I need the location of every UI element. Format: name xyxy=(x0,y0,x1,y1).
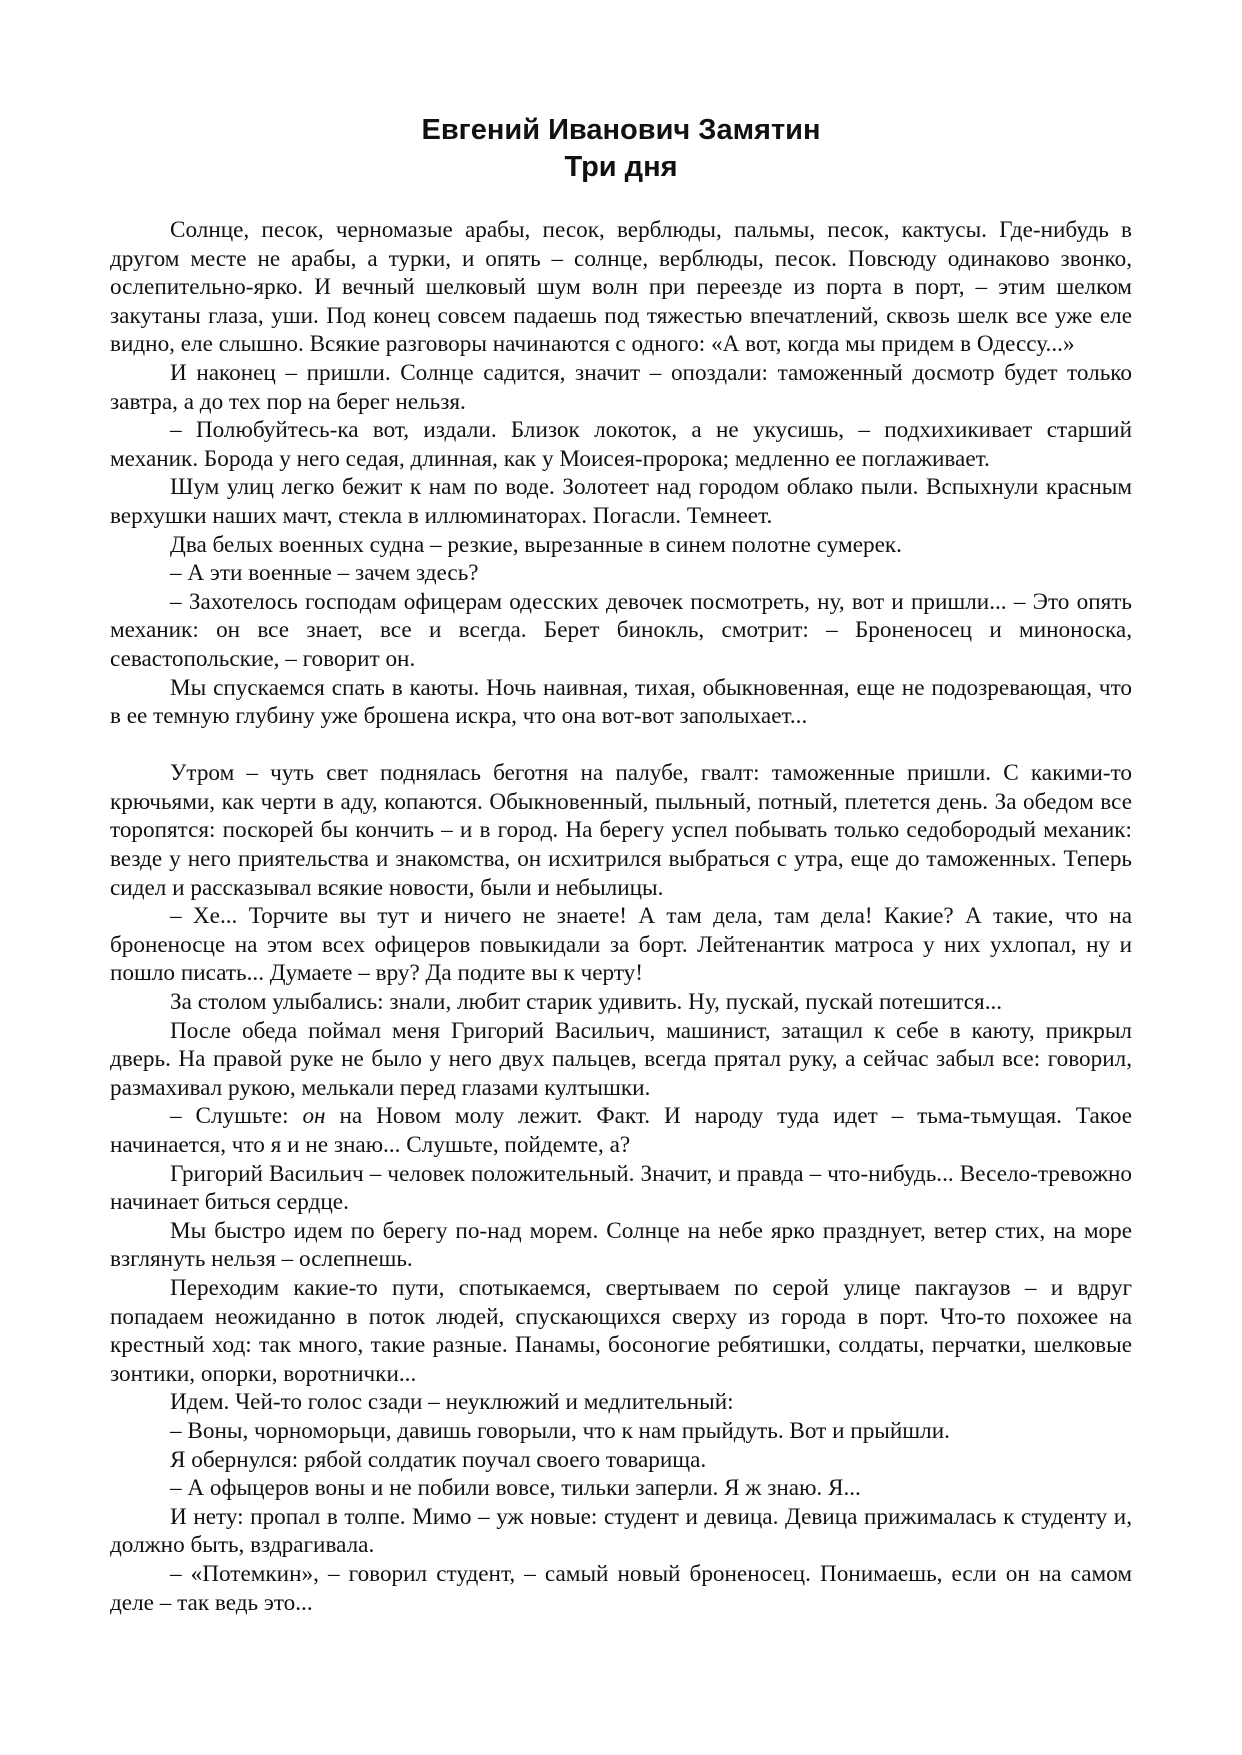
paragraph: Я обернулся: рябой солдатик поучал своего товарища. xyxy=(170,1446,707,1473)
title-block xyxy=(110,112,1132,186)
paragraph: Солнце, песок, черномазые арабы, песок, верблюды, пальмы, песок, кактусы. Где-нибудь в другом месте не арабы, а турки, и опять – солнце, верблюды, песок. Повсюду одинаково звонко, ослепительно-ярко. И вечный шелковый шум волн при переезде из порта в порт, – этим шелком закутаны глаза, уши. Под конец совсем падаешь под тяжестью впечатлений, сквозь шелк все уже еле видно, еле слышно. Всякие разговоры начинаются с одного: «А вот, когда мы придем в Одессу...» xyxy=(110,217,1132,358)
paragraph: Два белых военных судна – резкие, вырезанные в синем полотне сумерек. xyxy=(170,531,902,558)
paragraph: Мы спускаемся спать в каюты. Ночь наивная, тихая, обыкновенная, еще не подозревающая, что в ее темную глубину уже брошена искра, что она вот-вот заполыхает... xyxy=(110,674,1132,730)
paragraph: После обеда поймал меня Григорий Васильич, машинист, затащил к себе в каюту, прикрыл дверь. На правой руке не было у него двух пальцев, всегда прятал руку, а сейчас забыл все: говорил, размахивал рукою, мелькали перед глазами култышки. xyxy=(110,1017,1132,1101)
paragraph: – А эти военные – зачем здесь? xyxy=(170,560,479,587)
paragraph: Утром – чуть свет поднялась беготня на палубе, гвалт: таможенные пришли. С какими-то крючьями, как черти в аду, копаются. Обыкновенный, пыльный, потный, плетется день. За обедом все торопятся: поскорей бы кончить – и в город. На берегу успел побывать только седобородый механик: везде у него приятельства и знакомства, он исхитрился выбраться с утра, еще до таможенных. Теперь сидел и рассказывал всякие новости, были и небылицы. xyxy=(110,760,1132,901)
emphasis: он xyxy=(302,1103,326,1130)
story-text xyxy=(110,216,1132,1617)
paragraph: Григорий Васильич – человек положительный. Значит, и правда – что-нибудь... Весело-тревожно начинает биться сердце. xyxy=(110,1160,1132,1216)
paragraph-text: – Слушьте: xyxy=(170,1103,303,1130)
paragraph: Переходим какие-то пути, спотыкаемся, свертываем по серой улице пакгаузов – и вдруг попадаем неожиданно в поток людей, спускающихся сверху из города в порт. Что-то похожее на крестный ход: так много, такие разные. Панамы, босоногие ребятишки, солдаты, перчатки, шелковые зонтики, опорки, воротнички... xyxy=(110,1274,1132,1387)
paragraph: Шум улиц легко бежит к нам по воде. Золотеет над городом облако пыли. Вспыхнули красным верхушки наших мачт, стекла в иллюминаторах. Погасли. Темнеет. xyxy=(110,474,1132,529)
document-page xyxy=(110,112,1132,1617)
paragraph: Идем. Чей-то голос сзади – неуклюжий и медлительный: xyxy=(170,1389,734,1416)
story-title: Три дня xyxy=(564,151,678,183)
paragraph: – Полюбуйтесь-ка вот, издали. Близок локоток, а не укусишь, – подхихикивает старший механик. Борода у него седая, длинная, как у Моисея-пророка; медленно ее поглаживает. xyxy=(110,417,1132,472)
paragraph: – Захотелось господам офицерам одесских девочек посмотреть, ну, вот и пришли... – Это опять механик: он все знает, все и всегда. Берет бинокль, смотрит: – Броненосец и миноноска, севастопольские, – говорит он. xyxy=(110,588,1132,672)
paragraph: Мы быстро идем по берегу по-над морем. Солнце на небе ярко празднует, ветер стих, на море взглянуть нельзя – ослепнешь. xyxy=(110,1217,1132,1273)
paragraph-text: на Новом молу лежит. Факт. И народу туда идет – тьма-тьмущая. Такое начинается, что я и не знаю... Слушьте, пойдемте, а? xyxy=(110,1103,1132,1158)
paragraph: – Хе... Торчите вы тут и ничего не знаете! А там дела, там дела! Какие? А такие, что на броненосце на этом всех офицеров повыкидали за борт. Лейтенантик матроса у них ухлопал, ну и пошло писать... Думаете – вру? Да подите вы к черту! xyxy=(110,903,1132,987)
paragraph: И наконец – пришли. Солнце садится, значит – опоздали: таможенный досмотр будет только завтра, а до тех пор на берег нельзя. xyxy=(110,359,1132,415)
paragraph: – А офыцеров воны и не побили вовсе, тильки заперли. Я ж знаю. Я... xyxy=(170,1475,861,1502)
paragraph: За столом улыбались: знали, любит старик удивить. Ну, пускай, пускай потешится... xyxy=(170,989,1003,1016)
paragraph: – Воны, чорноморьци, давишь говорыли, что к нам прыйдуть. Вот и прыйшли. xyxy=(170,1417,950,1444)
paragraph: – «Потемкин», – говорил студент, – самый новый броненосец. Понимаешь, если он на самом деле – так ведь это... xyxy=(110,1560,1132,1616)
author-name: Евгений Иванович Замятин xyxy=(421,114,821,146)
paragraph xyxy=(110,1102,1132,1159)
paragraph: И нету: пропал в толпе. Мимо – уж новые: студент и девица. Девица прижималась к студенту и, должно быть, вздрагивала. xyxy=(110,1503,1132,1559)
